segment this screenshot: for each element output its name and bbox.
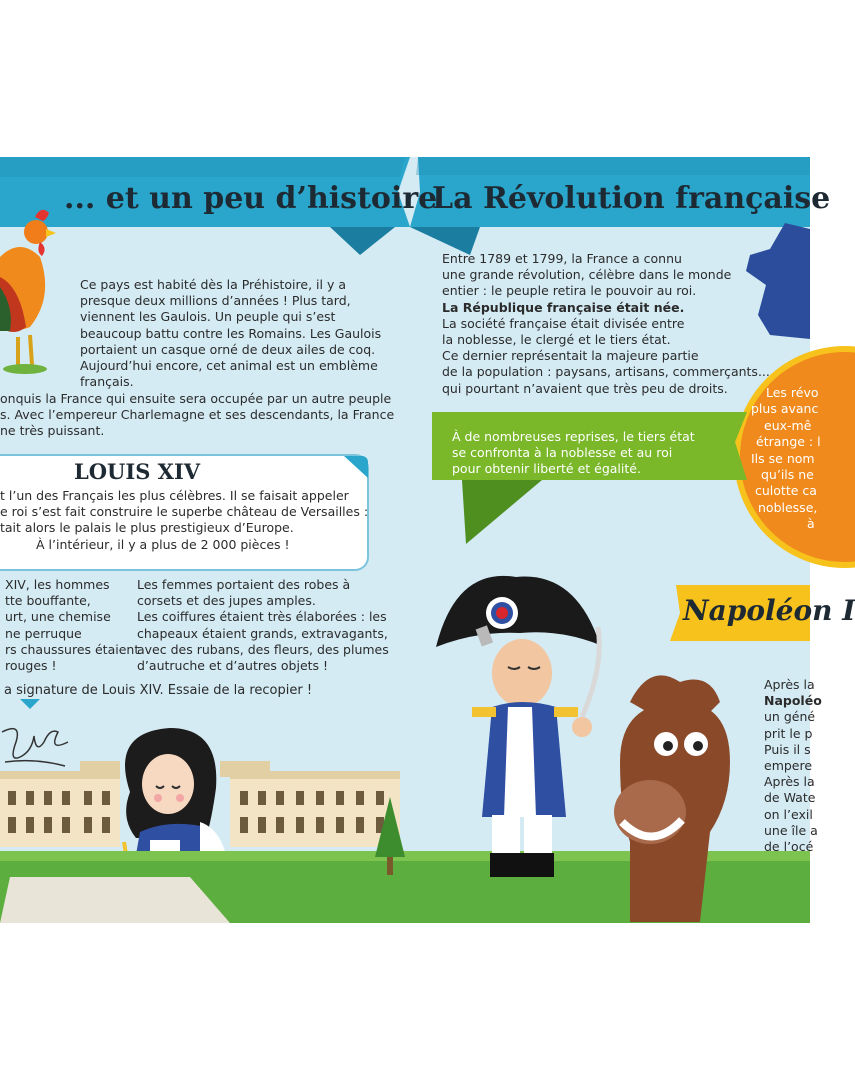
men-fashion-paragraph: XIV, les hommes tte bouffante, urt, une chemise ne perruque rs chaussures étaient rouges ! xyxy=(5,577,140,674)
signature-prompt: a signature de Louis XIV. Essaie de la recopier ! xyxy=(4,683,313,698)
napoleon-paragraph: Après la Napoléo un géné prit le p Puis il s empere Après la de Wate on l’exil une île a de l’océ xyxy=(764,677,822,855)
women-fashion-paragraph: Les femmes portaient des robes à corsets et des jupes amples. Les coiffures étaient très élaborées : les chapeaux étaient grands, extravagants, avec des rubans, des fleurs, des plumes d’autruche et d’autres objets ! xyxy=(137,577,389,674)
napoleon-title: Napoléon I xyxy=(683,594,855,627)
tree-icon xyxy=(375,797,405,877)
revolution-paragraph: Entre 1789 et 1799, la France a connu une grande révolution, célèbre dans le monde entier : le peuple retira le pouvoir au roi. La République française était née. La société française était divisée entre la noblesse, le clergé et le tiers état. Ce dernier représentait la majeure partie de la population : paysans, artisans, commerçants... qui pourtant n’avaient que très peu de droits. xyxy=(442,251,770,396)
page-title-history: ... et un peu d’histoire xyxy=(64,181,438,216)
rooster-illustration xyxy=(0,187,60,377)
intro-paragraph: Ce pays est habité dès la Préhistoire, il y a presque deux millions d’années ! Plus tard, viennent les Gaulois. Un peuple qui s’est beaucoup battu contre les Romains. Les Gaulois portaient un casque orné de deux ailes de coq. Aujourd’hui encore, cet animal est un emblème français. xyxy=(80,277,382,390)
orange-circle-text: Les révo plus avanc eux-mê étrange : l Ils se nom qu’ils ne culotte ca noblesse, à xyxy=(751,385,821,532)
signature-pointer xyxy=(20,699,40,711)
france-map-illustration xyxy=(745,219,810,339)
book-spread xyxy=(0,157,855,923)
napoleon-character xyxy=(432,567,612,887)
louis-box-corner-tab xyxy=(340,452,370,482)
louis-xiv-text: t l’un des Français les plus célèbres. Il se faisait appeler e roi s’est fait construire le superbe château de Versailles : tait alors le palais le plus prestigieux d’Europe. À l’intérieur, il y a plus de 2 000 pièces ! xyxy=(0,488,369,552)
horse-character xyxy=(600,662,750,924)
conquest-paragraph: onquis la France qui ensuite sera occupée par un autre peuple s. Avec l’empereur Charlemagne et ses descendants, la France ne très puissant. xyxy=(0,391,395,439)
green-banner-text: À de nombreuses reprises, le tiers état se confronta à la noblesse et au roi pour obtenir liberté et égalité. xyxy=(452,429,695,477)
page-title-revolution: La Révolution française xyxy=(432,181,831,216)
louis-xiv-title: LOUIS XIV xyxy=(74,459,201,484)
